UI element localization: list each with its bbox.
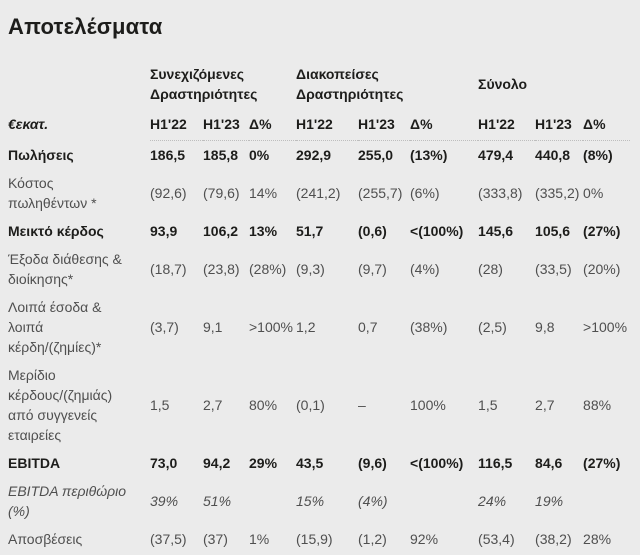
table-cell: >100% <box>583 319 628 335</box>
group-header-spacer <box>8 60 150 110</box>
table-cell: (33,5) <box>535 261 572 277</box>
table-cell: (15,9) <box>296 531 333 547</box>
table-cell: (2,5) <box>478 319 507 335</box>
table-cell: 19% <box>535 493 564 509</box>
table-cell: 92% <box>410 531 439 547</box>
table-cell: 0% <box>583 185 604 201</box>
row-label: EBITDA περιθώριο (%) <box>8 483 127 519</box>
row-label: Λοιπά έσοδα & λοιπά κέρδη/(ζημίες)* <box>8 299 102 355</box>
table-cell <box>410 477 478 525</box>
table-cell: 479,4 <box>478 147 514 163</box>
row-label: Έξοδα διάθεσης & διοίκησης* <box>8 251 122 287</box>
page-title: Αποτελέσματα <box>8 14 163 39</box>
table-cell: 24% <box>478 493 507 509</box>
table-cell: 84,6 <box>535 455 563 471</box>
table-cell: 13% <box>249 223 278 239</box>
col-header: Δ% <box>249 110 296 141</box>
table-cell: 145,6 <box>478 223 514 239</box>
col-header: Δ% <box>410 110 478 141</box>
table-cell: (241,2) <box>296 185 341 201</box>
table-cell: (20%) <box>583 261 621 277</box>
table-cell: 93,9 <box>150 223 178 239</box>
table-cell: (1,2) <box>358 531 387 547</box>
table-cell: (92,6) <box>150 185 187 201</box>
table-row-depreciation <box>8 525 630 553</box>
col-header: Δ% <box>583 110 630 141</box>
table-row-sga-expenses <box>8 245 630 293</box>
row-label: Κόστος πωληθέντων * <box>8 175 97 211</box>
table-cell: (79,6) <box>203 185 240 201</box>
row-label: Πωλήσεις <box>8 146 74 163</box>
col-header: H1'23 <box>203 110 249 141</box>
table-cell: (13%) <box>410 147 448 163</box>
table-cell: (4%) <box>358 493 388 509</box>
table-cell: 186,5 <box>150 147 186 163</box>
table-cell: 73,0 <box>150 455 178 471</box>
table-cell: (18,7) <box>150 261 187 277</box>
table-cell: 51% <box>203 493 232 509</box>
table-cell: (38%) <box>410 319 448 335</box>
table-cell: 9,8 <box>535 319 555 335</box>
table-cell: (28%) <box>249 261 287 277</box>
table-cell: 116,5 <box>478 455 513 471</box>
table-cell: 80% <box>249 397 278 413</box>
table-cell: 14% <box>249 185 278 201</box>
table-row-sales <box>8 141 630 170</box>
unit-label: €εκατ. <box>8 116 49 133</box>
table-cell: 105,6 <box>535 223 571 239</box>
table-cell: 106,2 <box>203 223 239 239</box>
row-label: Μερίδιο κέρδους/(ζημιάς) από συγγενείς εταιρείες <box>8 367 113 443</box>
table-cell: 1,5 <box>150 397 170 413</box>
table-cell: 292,9 <box>296 147 332 163</box>
row-label: EBITDA <box>8 455 61 471</box>
table-cell: (23,8) <box>203 261 240 277</box>
table-cell: 94,2 <box>203 455 231 471</box>
subheader-row <box>8 110 630 141</box>
table-cell: (9,3) <box>296 261 325 277</box>
table-cell: >100% <box>249 319 293 335</box>
table-cell: (53,4) <box>478 531 515 547</box>
table-row-cogs <box>8 169 630 217</box>
table-cell: (255,7) <box>358 185 403 201</box>
table-row-ebitda <box>8 449 630 477</box>
table-row-associates-share <box>8 361 630 449</box>
table-cell: 100% <box>410 397 446 413</box>
table-cell: 2,7 <box>203 397 223 413</box>
table-cell: (27%) <box>583 223 621 239</box>
table-cell <box>249 477 296 525</box>
table-cell: (3,7) <box>150 319 179 335</box>
table-cell: (38,2) <box>535 531 572 547</box>
group-header-continuing: Συνεχιζόμενες Δραστηριότητες <box>150 66 258 102</box>
table-cell: 1,2 <box>296 319 316 335</box>
table-cell <box>583 477 630 525</box>
group-header-total: Σύνολο <box>478 76 528 92</box>
table-cell: (37,5) <box>150 531 187 547</box>
table-row-ebitda-margin <box>8 477 630 525</box>
table-cell: (0,1) <box>296 397 325 413</box>
col-header: H1'22 <box>478 110 535 141</box>
table-cell: 43,5 <box>296 455 324 471</box>
table-row-other-income <box>8 293 630 361</box>
table-cell: 15% <box>296 493 325 509</box>
table-cell: (28) <box>478 261 503 277</box>
table-cell: <(100%) <box>410 223 464 239</box>
table-cell: 51,7 <box>296 223 324 239</box>
col-header: H1'22 <box>296 110 358 141</box>
table-cell: (9,7) <box>358 261 387 277</box>
table-cell: (333,8) <box>478 185 523 201</box>
table-cell: (6%) <box>410 185 440 201</box>
group-header-discontinued: Διακοπείσες Δραστηριότητες <box>296 66 404 102</box>
table-cell: (0,6) <box>358 223 387 239</box>
col-header: H1'22 <box>150 110 203 141</box>
table-cell: 0,7 <box>358 319 378 335</box>
col-header: H1'23 <box>358 110 410 141</box>
table-cell: 0% <box>249 147 270 163</box>
table-cell: 39% <box>150 493 179 509</box>
table-cell: 2,7 <box>535 397 555 413</box>
table-cell: 185,8 <box>203 147 239 163</box>
table-cell: 29% <box>249 455 278 471</box>
table-cell: 9,1 <box>203 319 223 335</box>
table-cell: (335,2) <box>535 185 580 201</box>
table-cell: (37) <box>203 531 228 547</box>
results-table <box>8 60 630 553</box>
table-row-gross-profit <box>8 217 630 245</box>
row-label: Μεικτό κέρδος <box>8 223 104 239</box>
table-cell: 28% <box>583 531 612 547</box>
table-cell: 1,5 <box>478 397 498 413</box>
table-cell: (27%) <box>583 455 621 471</box>
table-cell: 88% <box>583 397 612 413</box>
table-cell: 440,8 <box>535 147 571 163</box>
group-header-row <box>8 60 630 110</box>
row-label: Αποσβέσεις <box>8 531 83 547</box>
table-cell: (9,6) <box>358 455 387 471</box>
table-cell: 1% <box>249 531 270 547</box>
table-cell: (4%) <box>410 261 440 277</box>
table-cell: <(100%) <box>410 455 464 471</box>
table-cell: (8%) <box>583 147 613 163</box>
col-header: H1'23 <box>535 110 583 141</box>
table-cell: – <box>358 397 366 413</box>
table-cell: 255,0 <box>358 147 394 163</box>
